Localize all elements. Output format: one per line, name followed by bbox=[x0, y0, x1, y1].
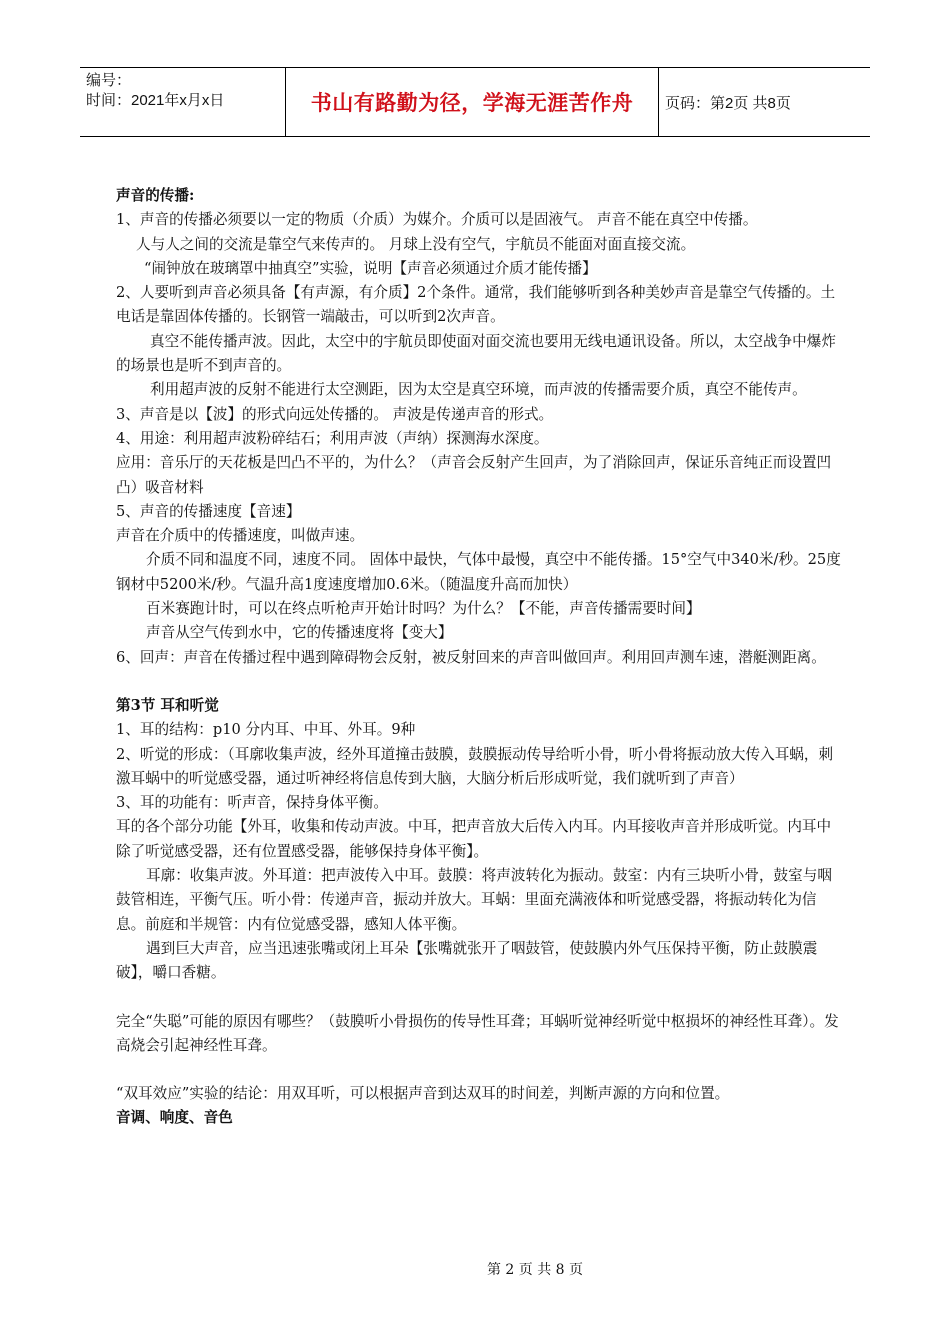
paragraph: 4、用途：利用超声波粉碎结石；利用声波（声纳）探测海水深度。 bbox=[116, 429, 549, 447]
paragraph: 2、听觉的形成：（耳廓收集声波，经外耳道撞击鼓膜，鼓膜振动传导给听小骨，听小骨将振动放大传入耳蜗，刺激耳蜗中的听觉感受器，通过听神经将信息传到大脑，大脑分析后形成听觉，我们就听到了声音） bbox=[116, 745, 834, 787]
header-left-cell bbox=[80, 68, 285, 136]
paragraph: 1、声音的传播必须要以一定的物质（介质）为媒介。介质可以是固液气。 声音不能在真空中传播。 bbox=[116, 211, 758, 229]
section-heading: 第3节 耳和听觉 bbox=[116, 696, 219, 714]
header-motto: 书山有路勤为径，学海无涯苦作舟 bbox=[285, 68, 659, 136]
paragraph: 利用超声波的反射不能进行太空测距，因为太空是真空环境，而声波的传播需要介质，真空不能传声。 bbox=[150, 381, 807, 399]
paragraph: 耳廓：收集声波。外耳道：把声波传入中耳。鼓膜：将声波转化为振动。鼓室：内有三块听小骨，鼓室与咽鼓管相连，平衡气压。听小骨：传递声音，振动并放大。耳蜗：里面充满液体和听觉感受器，将振动转化为信息。前庭和半规管：内有位觉感受器，感知人体平衡。 bbox=[116, 867, 832, 933]
header-table bbox=[80, 67, 870, 137]
date-label: 时间：2021年x月x日 bbox=[86, 92, 225, 109]
paragraph: 耳的各个部分功能【外耳，收集和传动声波。中耳，把声音放大后传入内耳。内耳接收声音并形成听觉。内耳中除了听觉感受器，还有位置感受器，能够保持身体平衡】。 bbox=[116, 818, 832, 860]
paragraph: 6、回声：声音在传播过程中遇到障碍物会反射，被反射回来的声音叫做回声。利用回声测车速，潜艇测距离。 bbox=[116, 648, 826, 666]
paragraph: 2、人要听到声音必须具备【有声源，有介质】2个条件。通常，我们能够听到各种美妙声音是靠空气传播的。土电话是靠固体传播的。长钢管一端敲击，可以听到2次声音。 bbox=[116, 284, 836, 326]
paragraph: 声音在介质中的传播速度，叫做声速。 bbox=[116, 527, 365, 545]
paragraph: “闹钟放在玻璃罩中抽真空”实验，说明【声音必须通过介质才能传播】 bbox=[144, 259, 597, 277]
paragraph: 真空不能传播声波。因此，太空中的宇航员即使面对面交流也要用无线电通讯设备。所以，太空战争中爆炸的场景也是听不到声音的。 bbox=[116, 332, 836, 375]
paragraph: 人与人之间的交流是靠空气来传声的。 月球上没有空气，宇航员不能面对面直接交流。 bbox=[136, 235, 696, 253]
paragraph: 1、耳的结构：p10 分内耳、中耳、外耳。9种 bbox=[116, 721, 416, 739]
paragraph: 3、耳的功能有：听声音，保持身体平衡。 bbox=[116, 794, 388, 812]
spacer bbox=[116, 986, 842, 1010]
section-heading: 音调、响度、音色 bbox=[116, 1109, 233, 1127]
paragraph: 完全“失聪”可能的原因有哪些？（鼓膜听小骨损伤的传导性耳聋；耳蜗听觉神经听觉中枢损坏的神经性耳聋）。发高烧会引起神经性耳聋。 bbox=[116, 1012, 839, 1054]
paragraph: 百米赛跑计时，可以在终点听枪声开始计时吗？为什么？【不能，声音传播需要时间】 bbox=[146, 600, 701, 618]
paragraph: 3、声音是以【波】的形式向远处传播的。 声波是传递声音的形式。 bbox=[116, 405, 554, 423]
header-page-label: 页码：第2页 共8页 bbox=[665, 94, 791, 112]
paragraph: 应用：音乐厅的天花板是凹凸不平的，为什么？（声音会反射产生回声，为了消除回声，保证乐音纯正而设置凹凸）吸音材料 bbox=[116, 454, 832, 496]
section-heading: 声音的传播: bbox=[116, 187, 195, 204]
spacer bbox=[116, 1058, 842, 1082]
document-body bbox=[116, 184, 842, 1131]
page-footer: 第 2 页 共 8 页 bbox=[486, 1262, 584, 1278]
paragraph: 介质不同和温度不同，速度不同。 固体中最快，气体中最慢，真空中不能传播。15°空气中340米/秒。25度钢材中5200米/秒。气温升高1度速度增加0.6米。（随温度升高而加快） bbox=[116, 551, 841, 593]
spacer bbox=[116, 670, 842, 694]
number-label: 编号： bbox=[86, 72, 132, 89]
paragraph: 声音从空气传到水中，它的传播速度将【变大】 bbox=[146, 624, 453, 642]
paragraph: “双耳效应”实验的结论：用双耳听，可以根据声音到达双耳的时间差，判断声源的方向和位置。 bbox=[116, 1085, 730, 1103]
paragraph: 遇到巨大声音，应当迅速张嘴或闭上耳朵【张嘴就张开了咽鼓管，使鼓膜内外气压保持平衡，防止鼓膜震破】，嚼口香糖。 bbox=[116, 939, 818, 982]
paragraph: 5、声音的传播速度【音速】 bbox=[116, 502, 301, 520]
